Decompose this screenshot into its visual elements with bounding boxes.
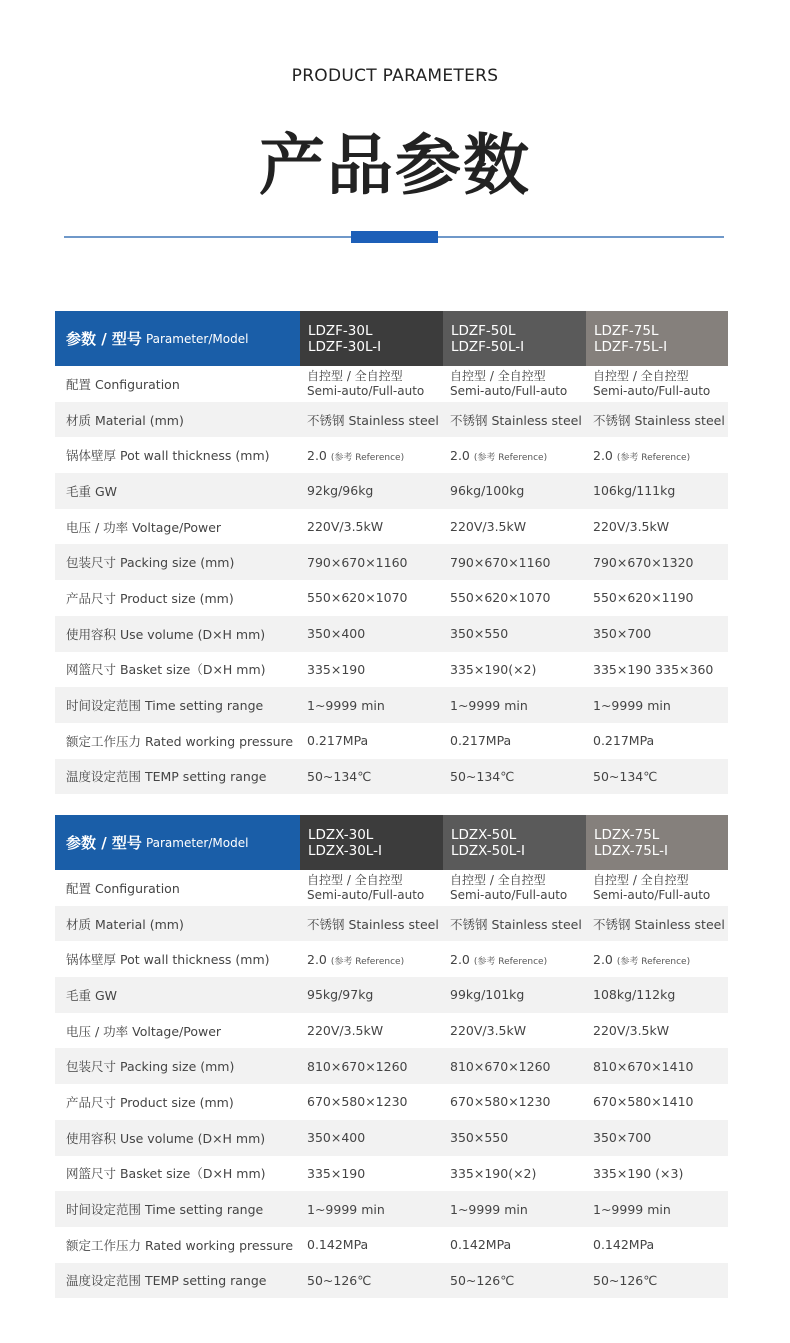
cell-note: (参考 Reference) — [616, 956, 691, 967]
cell-value — [443, 1059, 586, 1074]
cell-text: 1~9999 min — [307, 1201, 385, 1217]
table-row — [55, 723, 728, 759]
row-label: 配置 Configuration — [66, 376, 180, 392]
cell-text: 自控型 / 全自控型 — [450, 368, 546, 383]
cell-value — [300, 590, 443, 605]
table-row — [55, 1120, 728, 1156]
cell-text: 350×700 — [593, 626, 652, 642]
model-name-variant: LDZF-30L-I — [308, 338, 382, 355]
cell-value — [443, 733, 586, 748]
cell-value — [443, 1094, 586, 1109]
cell-value — [443, 590, 586, 605]
cell-text: 不锈钢 Stainless steel — [450, 916, 582, 932]
cell-text-en: Semi-auto/Full-auto — [307, 383, 425, 398]
cell-text: 2.0 — [593, 447, 613, 463]
cell-value — [586, 590, 728, 605]
cell-text: 2.0 — [450, 951, 470, 967]
cell-value — [586, 483, 728, 498]
cell-text: 220V/3.5kW — [593, 1023, 670, 1039]
row-label: 材质 Material (mm) — [66, 412, 184, 428]
row-label: 包装尺寸 Packing size (mm) — [66, 555, 235, 571]
cell-text: 335×190(×2) — [450, 661, 537, 677]
model-name: LDZX-50L — [451, 826, 517, 843]
cell-value — [443, 1273, 586, 1288]
cell-text: 810×670×1410 — [593, 1058, 694, 1074]
cell-text: 自控型 / 全自控型 — [593, 368, 689, 383]
cell-text: 220V/3.5kW — [307, 519, 384, 535]
cell-text-en: Semi-auto/Full-auto — [307, 887, 425, 902]
cell-text: 108kg/112kg — [593, 987, 676, 1003]
cell-value — [586, 987, 728, 1002]
cell-value — [300, 448, 443, 463]
cell-text: 550×620×1070 — [307, 590, 408, 606]
cell-text: 50~126℃ — [307, 1272, 372, 1288]
cell-text: 1~9999 min — [307, 697, 385, 713]
cell-value — [443, 915, 586, 933]
cell-value — [300, 411, 443, 429]
row-label: 配置 Configuration — [66, 880, 180, 896]
cell-text: 50~126℃ — [450, 1272, 515, 1288]
cell-value — [300, 698, 443, 713]
cell-value — [300, 987, 443, 1002]
row-label: 电压 / 功率 Voltage/Power — [66, 1023, 222, 1039]
cell-text: 96kg/100kg — [450, 483, 525, 499]
model-name-variant: LDZX-75L-I — [594, 842, 668, 859]
row-label: 时间设定范围 Time setting range — [66, 698, 264, 714]
table-row — [55, 906, 728, 942]
param-label-en: Parameter/Model — [145, 835, 249, 850]
row-label: 使用容积 Use volume (D×H mm) — [66, 1130, 266, 1146]
model-header — [443, 815, 586, 870]
model-name: LDZX-30L — [308, 826, 374, 843]
row-label: 电压 / 功率 Voltage/Power — [66, 519, 222, 535]
cell-text: 220V/3.5kW — [450, 1023, 527, 1039]
cell-text: 0.142MPa — [593, 1237, 655, 1253]
cell-value — [586, 769, 728, 784]
cell-text: 790×670×1160 — [450, 554, 551, 570]
cell-text: 220V/3.5kW — [593, 519, 670, 535]
cell-text: 350×700 — [593, 1130, 652, 1146]
cell-text: 350×550 — [450, 1130, 509, 1146]
cell-value — [443, 698, 586, 713]
cell-value — [586, 1059, 728, 1074]
model-header — [300, 311, 443, 366]
cell-value — [300, 1237, 443, 1252]
cell-text: 670×580×1230 — [450, 1094, 551, 1110]
model-name-variant: LDZF-50L-I — [451, 338, 525, 355]
cell-value — [586, 915, 728, 933]
cell-value — [586, 448, 728, 463]
table-row — [55, 366, 728, 402]
cell-value — [443, 769, 586, 784]
model-name: LDZF-50L — [451, 322, 516, 339]
cell-note: (参考 Reference) — [473, 452, 548, 463]
cell-text-en: Semi-auto/Full-auto — [450, 887, 568, 902]
cell-value — [300, 555, 443, 570]
cell-value — [586, 662, 728, 677]
cell-value — [586, 1023, 728, 1038]
cell-text: 810×670×1260 — [307, 1058, 408, 1074]
cell-value — [300, 1130, 443, 1145]
cell-text: 2.0 — [307, 951, 327, 967]
cell-text: 670×580×1410 — [593, 1094, 694, 1110]
cell-value — [443, 873, 586, 903]
cell-value — [300, 1023, 443, 1038]
section-subtitle: PRODUCT PARAMETERS — [291, 66, 499, 86]
cell-text: 不锈钢 Stainless steel — [307, 412, 439, 428]
row-label: 毛重 GW — [66, 987, 118, 1003]
cell-text: 335×190 — [307, 1165, 366, 1181]
param-label-en: Parameter/Model — [145, 331, 249, 346]
cell-text: 670×580×1230 — [307, 1094, 408, 1110]
page-title: 产品参数 — [259, 127, 531, 204]
cell-text: 106kg/111kg — [593, 483, 676, 499]
cell-text: 自控型 / 全自控型 — [450, 872, 546, 887]
model-name: LDZF-30L — [308, 322, 373, 339]
row-label: 毛重 GW — [66, 483, 118, 499]
row-label: 材质 Material (mm) — [66, 916, 184, 932]
table-row — [55, 1263, 728, 1299]
cell-text: 自控型 / 全自控型 — [307, 368, 403, 383]
row-label: 锅体壁厚 Pot wall thickness (mm) — [66, 952, 270, 968]
cell-value — [586, 698, 728, 713]
param-label: 参数 / 型号 — [66, 834, 142, 852]
row-label: 时间设定范围 Time setting range — [66, 1202, 264, 1218]
cell-value — [443, 987, 586, 1002]
model-name: LDZF-75L — [594, 322, 659, 339]
cell-value — [300, 519, 443, 534]
cell-value — [443, 1130, 586, 1145]
cell-value — [300, 769, 443, 784]
model-name-variant: LDZX-50L-I — [451, 842, 525, 859]
row-label: 产品尺寸 Product size (mm) — [66, 590, 234, 606]
table-row — [55, 941, 728, 977]
cell-value — [300, 1059, 443, 1074]
cell-text: 不锈钢 Stainless steel — [450, 412, 582, 428]
cell-text: 335×190 (×3) — [593, 1165, 684, 1181]
cell-value — [443, 448, 586, 463]
cell-value — [586, 873, 728, 903]
cell-text: 0.217MPa — [593, 733, 655, 749]
cell-value — [443, 1202, 586, 1217]
cell-text: 50~134℃ — [307, 768, 372, 784]
cell-text: 550×620×1070 — [450, 590, 551, 606]
cell-note: (参考 Reference) — [330, 452, 405, 463]
cell-text: 50~134℃ — [450, 768, 515, 784]
cell-value — [443, 662, 586, 677]
model-header — [586, 311, 728, 366]
cell-value — [443, 555, 586, 570]
cell-text: 0.142MPa — [450, 1237, 512, 1253]
spec-table-ldzf — [55, 311, 728, 794]
cell-text: 50~134℃ — [593, 768, 658, 784]
cell-value — [443, 483, 586, 498]
cell-note: (参考 Reference) — [616, 452, 691, 463]
cell-value — [300, 1273, 443, 1288]
cell-value — [586, 519, 728, 534]
cell-value — [300, 662, 443, 677]
cell-value — [300, 952, 443, 967]
cell-value — [300, 1094, 443, 1109]
row-label: 额定工作压力 Rated working pressure — [66, 1237, 294, 1253]
cell-text: 790×670×1320 — [593, 554, 694, 570]
table-row — [55, 509, 728, 545]
cell-note: (参考 Reference) — [473, 956, 548, 967]
cell-text: 335×190 335×360 — [593, 661, 714, 677]
table-row — [55, 687, 728, 723]
table-row — [55, 402, 728, 438]
model-name-variant: LDZF-75L-I — [594, 338, 668, 355]
cell-value — [300, 1202, 443, 1217]
row-label: 温度设定范围 TEMP setting range — [66, 769, 267, 785]
param-model-header — [55, 311, 300, 366]
model-name-variant: LDZX-30L-I — [308, 842, 382, 859]
cell-value — [443, 626, 586, 641]
cell-value — [586, 1130, 728, 1145]
table-row — [55, 473, 728, 509]
cell-text: 1~9999 min — [593, 697, 671, 713]
row-label: 温度设定范围 TEMP setting range — [66, 1273, 267, 1289]
cell-value — [586, 1237, 728, 1252]
cell-text: 350×550 — [450, 626, 509, 642]
cell-text: 2.0 — [307, 447, 327, 463]
cell-value — [443, 411, 586, 429]
cell-value — [586, 626, 728, 641]
cell-value — [300, 483, 443, 498]
table-row — [55, 1013, 728, 1049]
table-row — [55, 616, 728, 652]
cell-text: 790×670×1160 — [307, 554, 408, 570]
table-row — [55, 544, 728, 580]
cell-text: 0.217MPa — [450, 733, 512, 749]
cell-text: 50~126℃ — [593, 1272, 658, 1288]
cell-value — [586, 952, 728, 967]
row-label: 额定工作压力 Rated working pressure — [66, 733, 294, 749]
cell-value — [300, 626, 443, 641]
cell-text: 1~9999 min — [593, 1201, 671, 1217]
cell-text: 自控型 / 全自控型 — [593, 872, 689, 887]
cell-text-en: Semi-auto/Full-auto — [593, 383, 711, 398]
row-label: 网篮尺寸 Basket size（D×H mm) — [66, 662, 266, 678]
cell-text: 2.0 — [450, 447, 470, 463]
table-row — [55, 580, 728, 616]
table-row — [55, 977, 728, 1013]
table-row — [55, 437, 728, 473]
cell-value — [586, 411, 728, 429]
table-row — [55, 652, 728, 688]
cell-value — [443, 952, 586, 967]
cell-value — [586, 733, 728, 748]
model-header — [300, 815, 443, 870]
cell-text: 335×190 — [307, 661, 366, 677]
cell-text: 810×670×1260 — [450, 1058, 551, 1074]
cell-text: 95kg/97kg — [307, 987, 374, 1003]
cell-text: 不锈钢 Stainless steel — [593, 412, 725, 428]
cell-value — [586, 1273, 728, 1288]
cell-text: 0.217MPa — [307, 733, 369, 749]
table-header — [55, 311, 728, 366]
cell-value — [300, 873, 443, 903]
table-row — [55, 870, 728, 906]
cell-value — [586, 1202, 728, 1217]
cell-value — [443, 1166, 586, 1181]
cell-text-en: Semi-auto/Full-auto — [450, 383, 568, 398]
cell-text: 自控型 / 全自控型 — [307, 872, 403, 887]
cell-text: 1~9999 min — [450, 697, 528, 713]
cell-text: 220V/3.5kW — [450, 519, 527, 535]
cell-text: 2.0 — [593, 951, 613, 967]
row-label: 使用容积 Use volume (D×H mm) — [66, 626, 266, 642]
table-header — [55, 815, 728, 870]
model-header — [586, 815, 728, 870]
cell-value — [586, 555, 728, 570]
cell-text: 350×400 — [307, 1130, 366, 1146]
cell-value — [443, 1237, 586, 1252]
table-row — [55, 759, 728, 795]
cell-value — [443, 369, 586, 399]
cell-value — [443, 519, 586, 534]
param-model-header — [55, 815, 300, 870]
table-row — [55, 1048, 728, 1084]
table-row — [55, 1227, 728, 1263]
cell-text: 不锈钢 Stainless steel — [593, 916, 725, 932]
cell-text: 0.142MPa — [307, 1237, 369, 1253]
row-label: 包装尺寸 Packing size (mm) — [66, 1059, 235, 1075]
cell-text: 550×620×1190 — [593, 590, 694, 606]
cell-text: 335×190(×2) — [450, 1165, 537, 1181]
title-divider-accent — [351, 231, 438, 243]
cell-text: 99kg/101kg — [450, 987, 525, 1003]
cell-text: 1~9999 min — [450, 1201, 528, 1217]
cell-note: (参考 Reference) — [330, 956, 405, 967]
cell-value — [586, 369, 728, 399]
cell-text-en: Semi-auto/Full-auto — [593, 887, 711, 902]
spec-table-ldzx — [55, 815, 728, 1298]
cell-text: 220V/3.5kW — [307, 1023, 384, 1039]
cell-value — [586, 1166, 728, 1181]
cell-text: 92kg/96kg — [307, 483, 374, 499]
cell-value — [586, 1094, 728, 1109]
row-label: 锅体壁厚 Pot wall thickness (mm) — [66, 448, 270, 464]
model-header — [443, 311, 586, 366]
cell-value — [300, 1166, 443, 1181]
row-label: 网篮尺寸 Basket size（D×H mm) — [66, 1166, 266, 1182]
cell-value — [443, 1023, 586, 1038]
cell-value — [300, 733, 443, 748]
table-row — [55, 1191, 728, 1227]
table-row — [55, 1156, 728, 1192]
cell-text: 不锈钢 Stainless steel — [307, 916, 439, 932]
cell-value — [300, 915, 443, 933]
param-label: 参数 / 型号 — [66, 330, 142, 348]
model-name: LDZX-75L — [594, 826, 660, 843]
table-row — [55, 1084, 728, 1120]
cell-text: 350×400 — [307, 626, 366, 642]
cell-value — [300, 369, 443, 399]
row-label: 产品尺寸 Product size (mm) — [66, 1094, 234, 1110]
